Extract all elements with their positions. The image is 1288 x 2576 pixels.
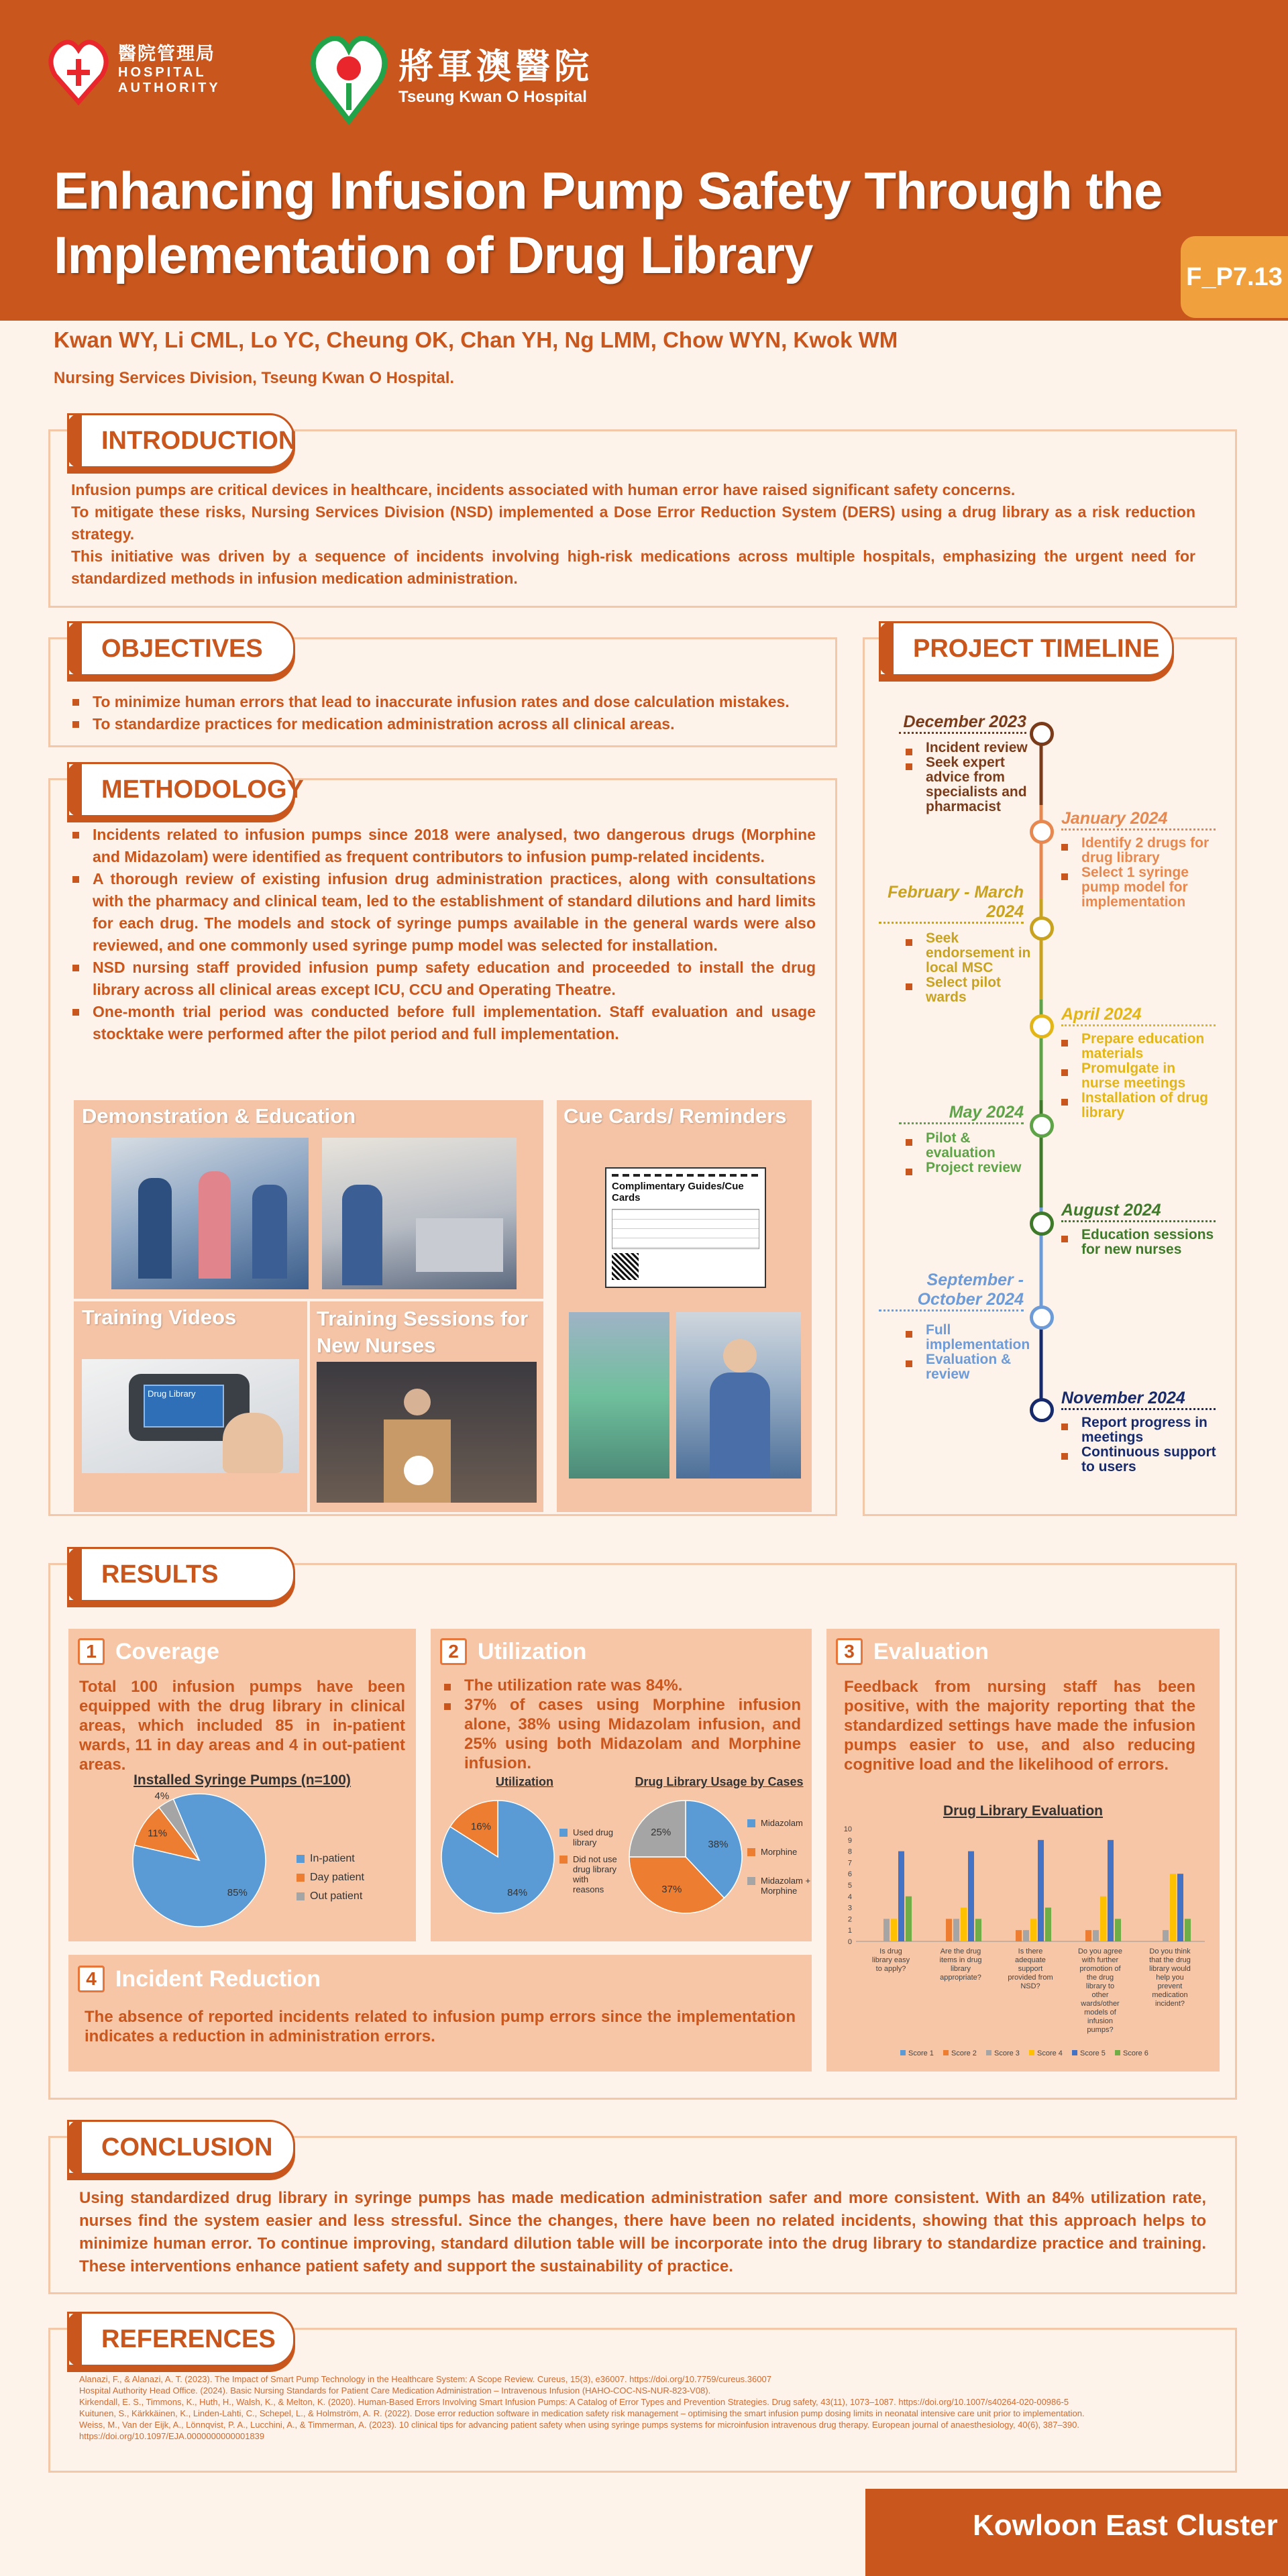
y-tick-label: 6: [847, 1870, 852, 1879]
timeline-items: [900, 741, 1034, 814]
title-line-1: Enhancing Infusion Pump Safety Through the: [54, 161, 1163, 220]
poster-title: [54, 158, 1162, 287]
timeline-item: Identify 2 drugs for drug library: [1056, 836, 1217, 865]
legend-label: Used drug library: [573, 1827, 613, 1847]
legend-item: [297, 1890, 364, 1902]
bar: [1038, 1840, 1044, 1941]
timeline-date: November 2024: [1061, 1389, 1216, 1410]
timeline-item: Promulgate in nurse meetings: [1056, 1061, 1217, 1091]
legend-swatch: [1029, 2050, 1034, 2055]
training-sessions-title: Training Sessions for New Nurses: [317, 1307, 529, 1357]
cue-photo-2: [676, 1312, 801, 1479]
x-category-label: Do you agree with further promotion of the drug library to other wards/other models of infusion pumps?: [1077, 1947, 1123, 2034]
references-label: REFERENCES: [67, 2312, 295, 2367]
utilization-box: [431, 1629, 812, 1941]
introduction-text: [71, 479, 1195, 590]
bar: [975, 1919, 981, 1941]
bar: [883, 1919, 890, 1941]
utilization-header: [440, 1638, 586, 1665]
cue-cards-title: Cue Cards/ Reminders: [564, 1104, 787, 1128]
bar: [1030, 1919, 1036, 1941]
legend-swatch: [1072, 2050, 1077, 2055]
methodology-item: Incidents related to infusion pumps since 2018 were analysed, two dangerous drugs (Morphine and Midazolam) were identified as frequent contributors to infusion pump-related incidents.: [67, 824, 816, 868]
timeline-label: PROJECT TIMELINE: [879, 621, 1174, 676]
incident-box: [68, 1955, 812, 2072]
training-sessions-panel: [310, 1301, 543, 1512]
chart-title-coverage: Installed Syringe Pumps (n=100): [133, 1772, 351, 1788]
conclusion-label: CONCLUSION: [67, 2120, 295, 2175]
timeline-item: Project review: [900, 1161, 1034, 1175]
timeline-item: Select pilot wards: [900, 975, 1034, 1005]
legend-swatch: [986, 2050, 991, 2055]
poster-code: F_P7.13: [1181, 236, 1288, 318]
intro-paragraph-2: To mitigate these risks, Nursing Services Division (NSD) implemented a Dose Error Reduction System (DERS) using a drug library as a risk reduction strategy.: [71, 503, 1195, 543]
evaluation-box: [826, 1629, 1220, 2072]
methodology-item: NSD nursing staff provided infusion pump safety education and proceeded to install the drug library across all clinical areas except ICU, CCU and Operating Theatre.: [67, 957, 816, 1001]
ha-logo: [48, 32, 221, 107]
objectives-list: [67, 691, 832, 735]
legend-label: Score 4: [1037, 2049, 1063, 2057]
legend-swatch: [747, 1819, 755, 1827]
legend-swatch: [747, 1877, 755, 1885]
bar: [1045, 1908, 1051, 1941]
cue-card-image: [605, 1167, 766, 1288]
methodology-item: One-month trial period was conducted before full implementation. Staff evaluation and usage stocktake were performed after the pilot period and full implementation.: [67, 1001, 816, 1045]
legend-item: [559, 1827, 620, 1847]
legend-swatch: [297, 1892, 305, 1900]
timeline-date: January 2024: [1061, 809, 1216, 830]
timeline-node: [1030, 1398, 1054, 1422]
tko-logo: [309, 27, 593, 127]
reference-item: Alanazi, F., & Alanazi, A. T. (2023). The Impact of Smart Pump Technology in the Healthcare System: A Scope Review. Cureus, 15(3), e36007. https://doi.org/10.7759/cureus.36007: [79, 2374, 771, 2384]
chart-title-usage: Drug Library Usage by Cases: [635, 1775, 804, 1788]
timeline-node: [1030, 1212, 1054, 1236]
legend-item: [297, 1872, 364, 1884]
authors: Kwan WY, Li CML, Lo YC, Cheung OK, Chan YH, Ng LMM, Chow WYN, Kwok WM: [54, 327, 898, 352]
coverage-header: [78, 1638, 219, 1665]
bar: [1115, 1919, 1121, 1941]
timeline-item: Seek expert advice from specialists and pharmacist: [900, 755, 1034, 814]
evaluation-number: 3: [836, 1638, 863, 1665]
bar: [1177, 1874, 1183, 1941]
demo-photo-1: [111, 1138, 309, 1289]
timeline-date: February - March 2024: [879, 883, 1024, 924]
utilization-item: 37% of cases using Morphine infusion alone, 38% using Midazolam infusion, and 25% using both Midazolam and Morphine infusion.: [439, 1695, 801, 1773]
bar: [953, 1919, 959, 1941]
coverage-pie-chart: [129, 1790, 270, 1931]
timeline-items: [900, 1131, 1034, 1175]
coverage-text: Total 100 infusion pumps have been equipped with the drug library in clinical areas, which included 85 in in-patient wards, 11 in day areas and 4 in out-patient areas.: [79, 1678, 405, 1774]
legend-swatch: [943, 2050, 949, 2055]
bar: [1163, 1930, 1169, 1941]
timeline-items: [900, 1323, 1034, 1382]
qr-code-icon: [612, 1253, 639, 1280]
tko-english-name: Tseung Kwan O Hospital: [398, 88, 587, 107]
legend-label: Score 2: [951, 2049, 977, 2057]
training-videos-title: Training Videos: [82, 1305, 237, 1329]
utilization-legend: [559, 1827, 620, 1894]
timeline-items: [1056, 1228, 1217, 1257]
bar: [946, 1919, 952, 1941]
reference-item: Kirkendall, E. S., Timmons, K., Huth, H., Walsh, K., & Melton, K. (2020). Human-Based Errors Involving Smart Infusion Pumps: A Catalog of Error Types and Prevention Strategies. Drug safety, 43(11), 1073–1087. https://doi.org/10.1007/s40264-020-00986-5: [79, 2397, 1069, 2407]
legend-item: [297, 1853, 364, 1865]
coverage-legend: [297, 1853, 364, 1902]
y-tick-label: 2: [847, 1915, 852, 1924]
legend-label: In-patient: [310, 1853, 355, 1864]
timeline-item: Prepare education materials: [1056, 1032, 1217, 1061]
intro-paragraph-3: This initiative was driven by a sequence of incidents involving high-risk medications across multiple hospitals, emphasizing the urgent need for standardized methods in infusion medication administration.: [71, 547, 1195, 587]
methodology-label: METHODOLOGY: [67, 762, 295, 817]
pie-slice-label: 84%: [507, 1886, 528, 1898]
tko-chinese-name: 將軍澳醫院: [398, 48, 594, 87]
pie-slice-label: 38%: [708, 1838, 729, 1850]
reference-item: Hospital Authority Head Office. (2024). Basic Nursing Standards for Patient Care Medication Administration – Intravenous Infusion (HAHO-COC-NS-NUR-823-V08).: [79, 2385, 711, 2396]
incident-title: Incident Reduction: [115, 1966, 321, 1992]
legend-item: [747, 1876, 812, 1896]
y-tick-label: 9: [847, 1836, 852, 1845]
cue-card-title: Complimentary Guides/Cue Cards: [612, 1181, 744, 1203]
timeline-item: Incident review: [900, 741, 1034, 755]
timeline-date: April 2024: [1061, 1005, 1216, 1026]
pie-slice-label: 25%: [651, 1827, 672, 1839]
ha-english-2: AUTHORITY: [118, 80, 221, 95]
legend-label: Out patient: [310, 1890, 363, 1902]
objective-item: To standardize practices for medication administration across all clinical areas.: [67, 713, 832, 735]
bar: [1100, 1896, 1106, 1941]
timeline-item: Evaluation & review: [900, 1352, 1034, 1382]
bar: [1023, 1930, 1029, 1941]
title-line-2: Implementation of Drug Library: [54, 225, 813, 284]
x-category-label: Are the drug items in drug library appropriate?: [939, 1947, 982, 1982]
pie-slice-label: 11%: [148, 1827, 168, 1839]
pie-slice-label: 37%: [661, 1883, 682, 1895]
incident-header: [78, 1966, 321, 1992]
timeline-item: Continuous support to users: [1056, 1445, 1217, 1474]
y-tick-label: 8: [847, 1847, 852, 1856]
pump-screen: Drug Library: [144, 1385, 224, 1428]
legend-swatch: [1115, 2050, 1120, 2055]
bar: [898, 1851, 904, 1941]
timeline-date: September - October 2024: [879, 1271, 1024, 1311]
methodology-item: A thorough review of existing infusion drug administration practices, along with consultations with the pharmacy and clinical team, led to the establishment of standard dilutions and hard limits for each drug. The models and stock of syringe pumps available in the general wards were also reviewed, and one commonly used syringe pump model was selected for installation.: [67, 868, 816, 957]
timeline-items: [1056, 1415, 1217, 1474]
chart-title-utilization: Utilization: [496, 1775, 553, 1788]
timeline-item: Report progress in meetings: [1056, 1415, 1217, 1445]
legend-label: Score 1: [908, 2049, 934, 2057]
reference-item: Weiss, M., Van der Eijk, A., Lönnqvist, P. A., Lucchini, A., & Timmerman, A. (2023). 10 clinical tips for advancing patient safety when using syringe pumps systems for microinfusion intravenous drug therapy. European journal of anaesthesiology, 40(6), 387–390. https://doi.org/10.1097/EJA.0000000000001839: [79, 2420, 1079, 2441]
legend-swatch: [900, 2050, 906, 2055]
timeline-item: Pilot & evaluation: [900, 1131, 1034, 1161]
coverage-title: Coverage: [115, 1638, 219, 1664]
methodology-list: [67, 824, 816, 1045]
y-tick-label: 3: [847, 1904, 852, 1913]
y-tick-label: 10: [843, 1825, 852, 1833]
bar: [891, 1919, 897, 1941]
timeline-date: May 2024: [899, 1103, 1024, 1124]
evaluation-text: Feedback from nursing staff has been positive, with the majority reporting that the standardized settings have made the infusion pumps easier to use, and also reducing cognitive load and the likelihood of errors.: [844, 1678, 1195, 1774]
demo-education-panel: [74, 1100, 543, 1299]
timeline-item: Education sessions for new nurses: [1056, 1228, 1217, 1257]
pie-slice-label: 4%: [154, 1790, 170, 1803]
incident-text: The absence of reported incidents related to infusion pump errors since the implementation indicates a reduction in administration errors.: [85, 2008, 796, 2045]
utilization-list: [439, 1676, 801, 1773]
chart-title-evaluation: Drug Library Evaluation: [943, 1803, 1104, 1819]
demo-education-title: Demonstration & Education: [82, 1104, 356, 1128]
usage-pie-chart: [625, 1796, 746, 1917]
x-category-label: Is drug library easy to apply?: [871, 1947, 910, 1973]
x-category-label: Do you think that the drug library would help you prevent medication incident?: [1149, 1947, 1191, 2008]
footer-cluster-name: Kowloon East Cluster: [973, 2509, 1278, 2542]
y-tick-label: 1: [847, 1927, 852, 1935]
legend-item: [559, 1854, 620, 1894]
legend-label: Score 3: [994, 2049, 1020, 2057]
timeline-item: Full implementation: [900, 1323, 1034, 1352]
bar: [1016, 1930, 1022, 1941]
timeline-date: December 2023: [899, 712, 1026, 734]
cue-photo-1: [569, 1312, 669, 1479]
ha-logo-icon: [48, 32, 109, 107]
legend-swatch: [297, 1855, 305, 1863]
coverage-box: [68, 1629, 416, 1941]
timeline-item: Select 1 syringe pump model for implementation: [1056, 865, 1217, 910]
bar: [1093, 1930, 1099, 1941]
legend-label: Score 5: [1080, 2049, 1106, 2057]
affiliation: Nursing Services Division, Tseung Kwan O Hospital.: [54, 369, 455, 387]
legend-item: [747, 1847, 812, 1857]
timeline-item: Installation of drug library: [1056, 1091, 1217, 1120]
y-tick-label: 0: [847, 1938, 852, 1946]
utilization-item: The utilization rate was 84%.: [439, 1676, 801, 1695]
timeline-node: [1030, 820, 1054, 844]
evaluation-header: [836, 1638, 989, 1665]
pie-slice-label: 85%: [227, 1886, 248, 1898]
pump-photo: [82, 1359, 299, 1473]
reference-item: Kuitunen, S., Kärkkäinen, K., Linden-Lahti, C., Schepel, L., & Holmström, A. R. (2022). Dose error reduction software in medication safety risk management – optimising the smart infusion pump dosing limits in neonatal intensive care unit prior to implementation.: [79, 2408, 1085, 2418]
legend-swatch: [747, 1848, 755, 1856]
conclusion-text: Using standardized drug library in syringe pumps has made medication administration safer and more consistent. With an 84% utilization rate, nurses find the system easier and less stressful. Since the changes, there have been no related incidents, showing that this approach helps to minimize human error. To continue improving, standard dilution table will be incorporate into the drug library to standardize practice and training. These interventions enhance patient safety and support the sustainability of practice.: [79, 2189, 1206, 2275]
legend-label: Score 6: [1123, 2049, 1148, 2057]
introduction-label: INTRODUCTION: [67, 413, 295, 468]
references-list: [79, 2373, 1213, 2442]
bar: [1085, 1930, 1091, 1941]
tko-logo-icon: [309, 27, 389, 127]
utilization-title: Utilization: [478, 1638, 587, 1664]
legend-swatch: [559, 1856, 568, 1864]
legend-swatch: [559, 1829, 568, 1837]
timeline-item: Seek endorsement in local MSC: [900, 931, 1034, 975]
y-tick-label: 4: [847, 1892, 852, 1901]
training-videos-panel: [74, 1301, 307, 1512]
bar: [1108, 1840, 1114, 1941]
legend-item: [747, 1818, 812, 1828]
y-tick-label: 5: [847, 1882, 852, 1890]
x-category-label: Is there adequate support provided from NSD?: [1008, 1947, 1053, 1990]
objectives-label: OBJECTIVES: [67, 621, 295, 676]
session-photo: [317, 1362, 537, 1503]
usage-legend: [747, 1818, 812, 1896]
ha-chinese-name: 醫院管理局: [118, 44, 215, 64]
objective-item: To minimize human errors that lead to inaccurate infusion rates and dose calculation mistakes.: [67, 691, 832, 713]
demo-photo-2: [322, 1138, 517, 1289]
timeline-items: [900, 931, 1034, 1005]
incident-number: 4: [78, 1966, 105, 1992]
pie-slice-label: 16%: [470, 1821, 491, 1833]
bar: [968, 1851, 974, 1941]
timeline-items: [1056, 1032, 1217, 1120]
timeline-items: [1056, 836, 1217, 910]
timeline-node: [1030, 1014, 1054, 1038]
coverage-number: 1: [78, 1638, 105, 1665]
cue-cards-panel: [557, 1100, 812, 1512]
legend-label: Did not use drug library with reasons: [573, 1854, 617, 1894]
ha-english-1: HOSPITAL: [118, 64, 207, 80]
bar: [906, 1896, 912, 1941]
utilization-pie-chart: [437, 1796, 558, 1917]
results-label: RESULTS: [67, 1547, 295, 1602]
utilization-number: 2: [440, 1638, 467, 1665]
evaluation-title: Evaluation: [873, 1638, 989, 1664]
y-tick-label: 7: [847, 1859, 852, 1868]
bar: [961, 1908, 967, 1941]
legend-swatch: [297, 1874, 305, 1882]
legend-label: Midazolam: [761, 1818, 803, 1828]
evaluation-bar-chart: [833, 1819, 1213, 2068]
bar: [1170, 1874, 1176, 1941]
legend-label: Midazolam + Morphine: [761, 1876, 811, 1896]
intro-paragraph-1: Infusion pumps are critical devices in healthcare, incidents associated with human error have raised significant safety concerns.: [71, 481, 1016, 498]
legend-label: Morphine: [761, 1847, 798, 1857]
bar: [1185, 1919, 1191, 1941]
legend-label: Day patient: [310, 1872, 364, 1883]
timeline-date: August 2024: [1061, 1201, 1216, 1222]
